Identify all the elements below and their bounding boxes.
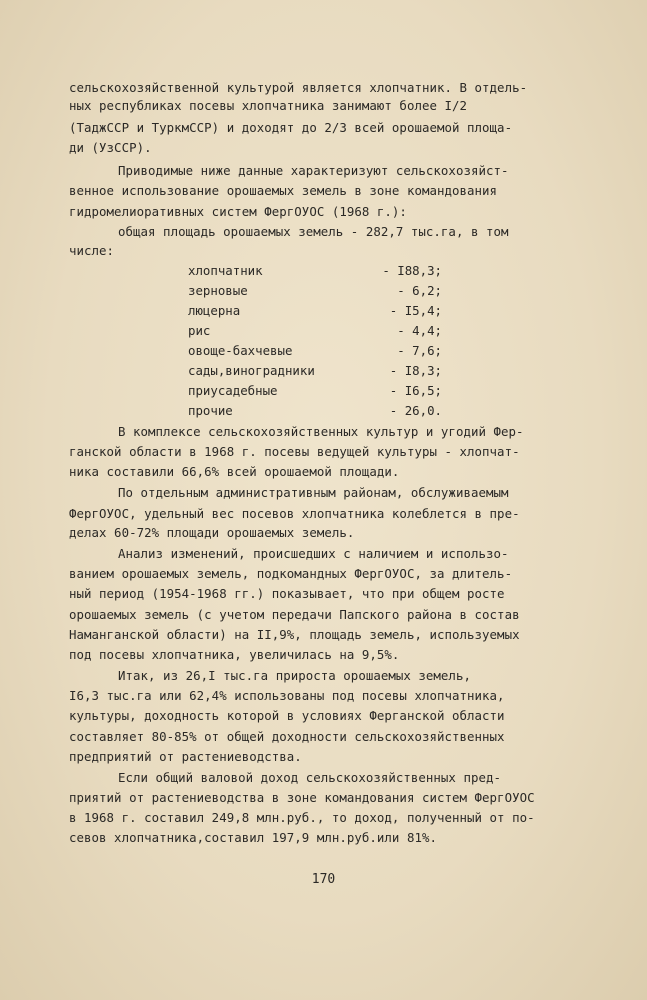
text-line: Приводимые ниже данные характеризуют сельскохозяйст- [118, 163, 509, 178]
text-line: ника составили 66,6% всей орошаемой площади. [69, 464, 400, 479]
text-line: приятий от растениеводства в зоне командования систем ФергОУОС [69, 790, 535, 805]
text-line: Наманганской области) на II,9%, площадь земель, используемых [69, 627, 520, 642]
text-line: Анализ изменений, происшедших с наличием и использо- [118, 546, 509, 561]
text-line: ный период (1954-1968 гг.) показывает, что при общем росте [69, 586, 505, 601]
text-line: общая площадь орошаемых земель - 282,7 тыс.га, в том [118, 224, 509, 239]
crop-name: приусадебные [188, 383, 278, 398]
text-line: предприятий от растениеводства. [69, 749, 302, 764]
text-line: составляет 80-85% от общей доходности сельскохозяйственных [69, 729, 505, 744]
text-line: ганской области в 1968 г. посевы ведущей культуры - хлопчат- [69, 444, 520, 459]
crop-name: хлопчатник [188, 263, 263, 278]
text-line: в 1968 г. составил 249,8 млн.руб., то доход, полученный от по- [69, 810, 535, 825]
text-line: гидромелиоративных систем ФергОУОС (1968 г.): [69, 204, 407, 219]
text-line: Итак, из 26,I тыс.га прироста орошаемых земель, [118, 668, 471, 683]
text-line: севов хлопчатника,составил 197,9 млн.руб.или 81%. [69, 830, 437, 845]
text-line: I6,3 тыс.га или 62,4% использованы под посевы хлопчатника, [69, 688, 505, 703]
text-line: под посевы хлопчатника, увеличилась на 9,5%. [69, 647, 400, 662]
crop-name: овоще-бахчевые [188, 343, 293, 358]
text-line: ных республиках посевы хлопчатника занимают более I/2 [69, 98, 468, 113]
text-line: сельскохозяйственной культурой является хлопчатник. В отдель- [69, 80, 528, 95]
text-line: (ТаджССР и ТуркмССР) и доходят до 2/3 всей орошаемой площа- [69, 120, 513, 135]
crop-value: - I8,3; [389, 363, 442, 378]
page-number: 170 [311, 872, 336, 887]
crop-value: - 26,0. [389, 403, 442, 418]
text-line: числе: [69, 243, 115, 258]
crop-value: - I5,4; [389, 303, 442, 318]
text-line: ди (УзССР). [69, 140, 152, 155]
text-line: орошаемых земель (с учетом передачи Папского района в состав [69, 607, 520, 622]
text-line: ванием орошаемых земель, подкомандных ФергОУОС, за длитель- [69, 566, 513, 581]
text-line: венное использование орошаемых земель в зоне командования [69, 183, 498, 198]
text-line: В комплексе сельскохозяйственных культур и угодий Фер- [118, 424, 524, 439]
text-line: Если общий валовой доход сельскохозяйственных пред- [118, 770, 501, 785]
crop-value: - I6,5; [389, 383, 442, 398]
crop-value: - 6,2; [397, 283, 442, 298]
text-line: ФергОУОС, удельный вес посевов хлопчатника колеблется в пре- [69, 506, 520, 521]
crop-value: - 7,6; [397, 343, 442, 358]
crop-name: прочие [188, 403, 233, 418]
crop-value: - 4,4; [397, 323, 442, 338]
crop-name: зерновые [188, 283, 248, 298]
text-line: делах 60-72% площади орошаемых земель. [69, 525, 355, 540]
crop-name: люцерна [188, 303, 241, 318]
crop-name: сады,виноградники [188, 363, 315, 378]
text-line: По отдельным административным районам, обслуживаемым [118, 485, 509, 500]
crop-name: рис [188, 323, 211, 338]
text-line: культуры, доходность которой в условиях Ферганской области [69, 708, 505, 723]
crop-value: - I88,3; [382, 263, 442, 278]
